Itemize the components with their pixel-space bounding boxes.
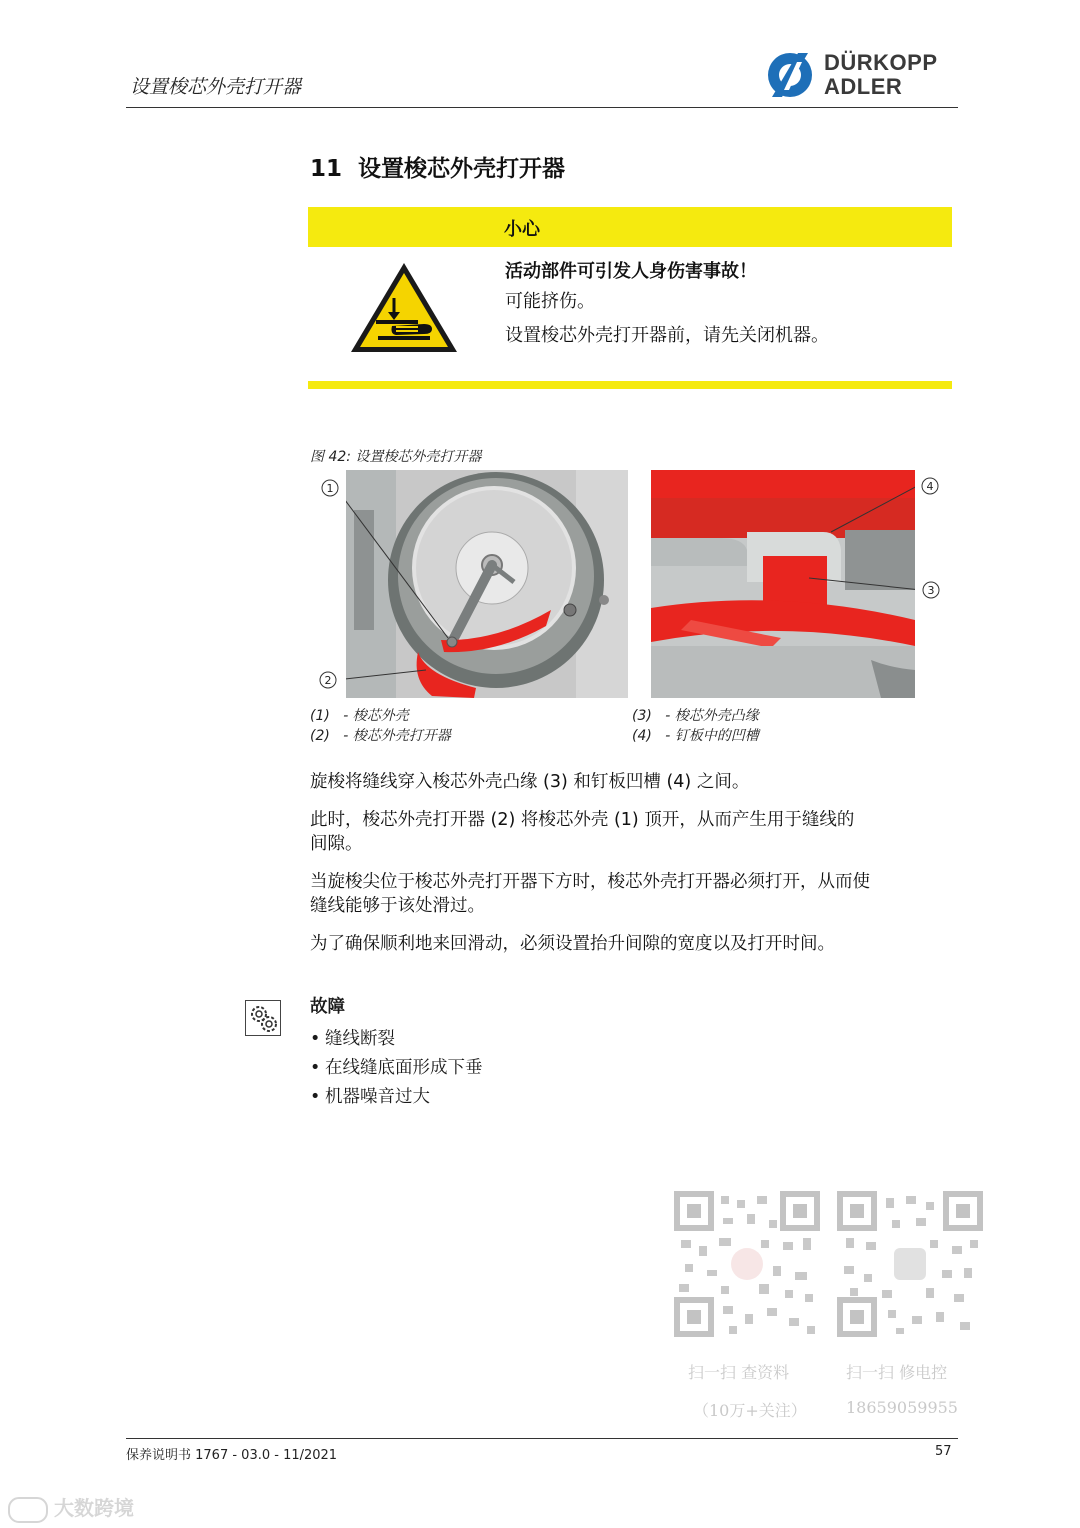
figure-caption: 图 42: 设置梭芯外壳打开器 bbox=[310, 449, 482, 465]
gear-fault-icon bbox=[245, 1000, 281, 1036]
callout-1 bbox=[320, 478, 340, 502]
callout-4 bbox=[920, 476, 940, 500]
footer-document-id: 保养说明书 1767 - 03.0 - 11/2021 bbox=[126, 1448, 338, 1463]
paragraph-1: 旋梭将缝线穿入梭芯外壳凸缘 (3) 和钉板凹槽 (4) 之间。 bbox=[310, 772, 750, 792]
footer-page-number: 57 bbox=[935, 1444, 952, 1459]
paragraph-3-line-2: 缝线能够于该处滑过。 bbox=[310, 896, 485, 916]
chapter-number: 11 bbox=[310, 156, 343, 182]
qr-right-caption: 扫一扫 修电控 bbox=[846, 1363, 948, 1382]
fault-item: • 机器噪音过大 bbox=[310, 1087, 430, 1107]
paragraph-2-line-2: 间隙。 bbox=[310, 834, 363, 854]
logo-text-durkopp: DÜRKOPP bbox=[824, 50, 938, 75]
qr-left-subcaption: （10万+关注） bbox=[693, 1401, 807, 1420]
logo-mark-icon bbox=[762, 50, 818, 100]
callout-2 bbox=[318, 670, 338, 694]
caution-consequence-text: 可能挤伤。 bbox=[505, 291, 595, 312]
fault-item: • 缝线断裂 bbox=[310, 1029, 395, 1049]
header-divider bbox=[126, 107, 958, 108]
callout-3-label: 3 bbox=[927, 584, 935, 597]
paragraph-3-line-1: 当旋梭尖位于梭芯外壳打开器下方时，梭芯外壳打开器必须打开，从而使 bbox=[310, 872, 870, 892]
fault-item: • 在线缝底面形成下垂 bbox=[310, 1058, 483, 1078]
qr-left-caption: 扫一扫 查资料 bbox=[688, 1363, 790, 1382]
figure-bobbin-case-photo bbox=[346, 470, 628, 698]
caution-instruction-text: 设置梭芯外壳打开器前，请先关闭机器。 bbox=[505, 325, 829, 346]
running-header-title: 设置梭芯外壳打开器 bbox=[130, 76, 302, 98]
qr-code-wechat bbox=[836, 1190, 984, 1338]
durkopp-adler-logo bbox=[762, 50, 962, 100]
watermark-text: 大数跨境 bbox=[54, 1496, 134, 1520]
faults-heading: 故障 bbox=[310, 997, 345, 1017]
logo-text-adler: ADLER bbox=[824, 74, 903, 99]
legend-item-3: (3) - 梭芯外壳凸缘 bbox=[632, 708, 759, 724]
legend-item-1: (1) - 梭芯外壳 bbox=[310, 708, 409, 724]
caution-label: 小心 bbox=[504, 219, 540, 240]
chapter-heading bbox=[310, 150, 565, 183]
callout-2-label: 2 bbox=[324, 674, 332, 687]
paragraph-2-line-1: 此时，梭芯外壳打开器 (2) 将梭芯外壳 (1) 顶开，从而产生用于缝线的 bbox=[310, 810, 855, 830]
callout-4-label: 4 bbox=[926, 480, 934, 493]
watermark-logo-icon bbox=[8, 1497, 48, 1523]
legend-item-2: (2) - 梭芯外壳打开器 bbox=[310, 728, 451, 744]
hand-crush-warning-icon bbox=[348, 260, 460, 356]
qr-right-phone: 18659059955 bbox=[846, 1398, 958, 1417]
footer-divider bbox=[126, 1438, 958, 1439]
caution-hazard-text: 活动部件可引发人身伤害事故！ bbox=[505, 261, 757, 282]
callout-1-label: 1 bbox=[326, 482, 334, 495]
paragraph-4: 为了确保顺利地来回滑动，必须设置抬升间隙的宽度以及打开时间。 bbox=[310, 934, 835, 954]
figure-needle-plate-photo bbox=[651, 470, 915, 698]
caution-bottom-bar bbox=[308, 381, 952, 389]
caution-header-bar bbox=[308, 207, 952, 247]
chapter-title: 设置梭芯外壳打开器 bbox=[358, 156, 566, 182]
qr-code-documents bbox=[673, 1190, 821, 1338]
legend-item-4: (4) - 钉板中的凹槽 bbox=[632, 728, 759, 744]
watermark bbox=[8, 1492, 134, 1523]
callout-3 bbox=[921, 580, 941, 604]
